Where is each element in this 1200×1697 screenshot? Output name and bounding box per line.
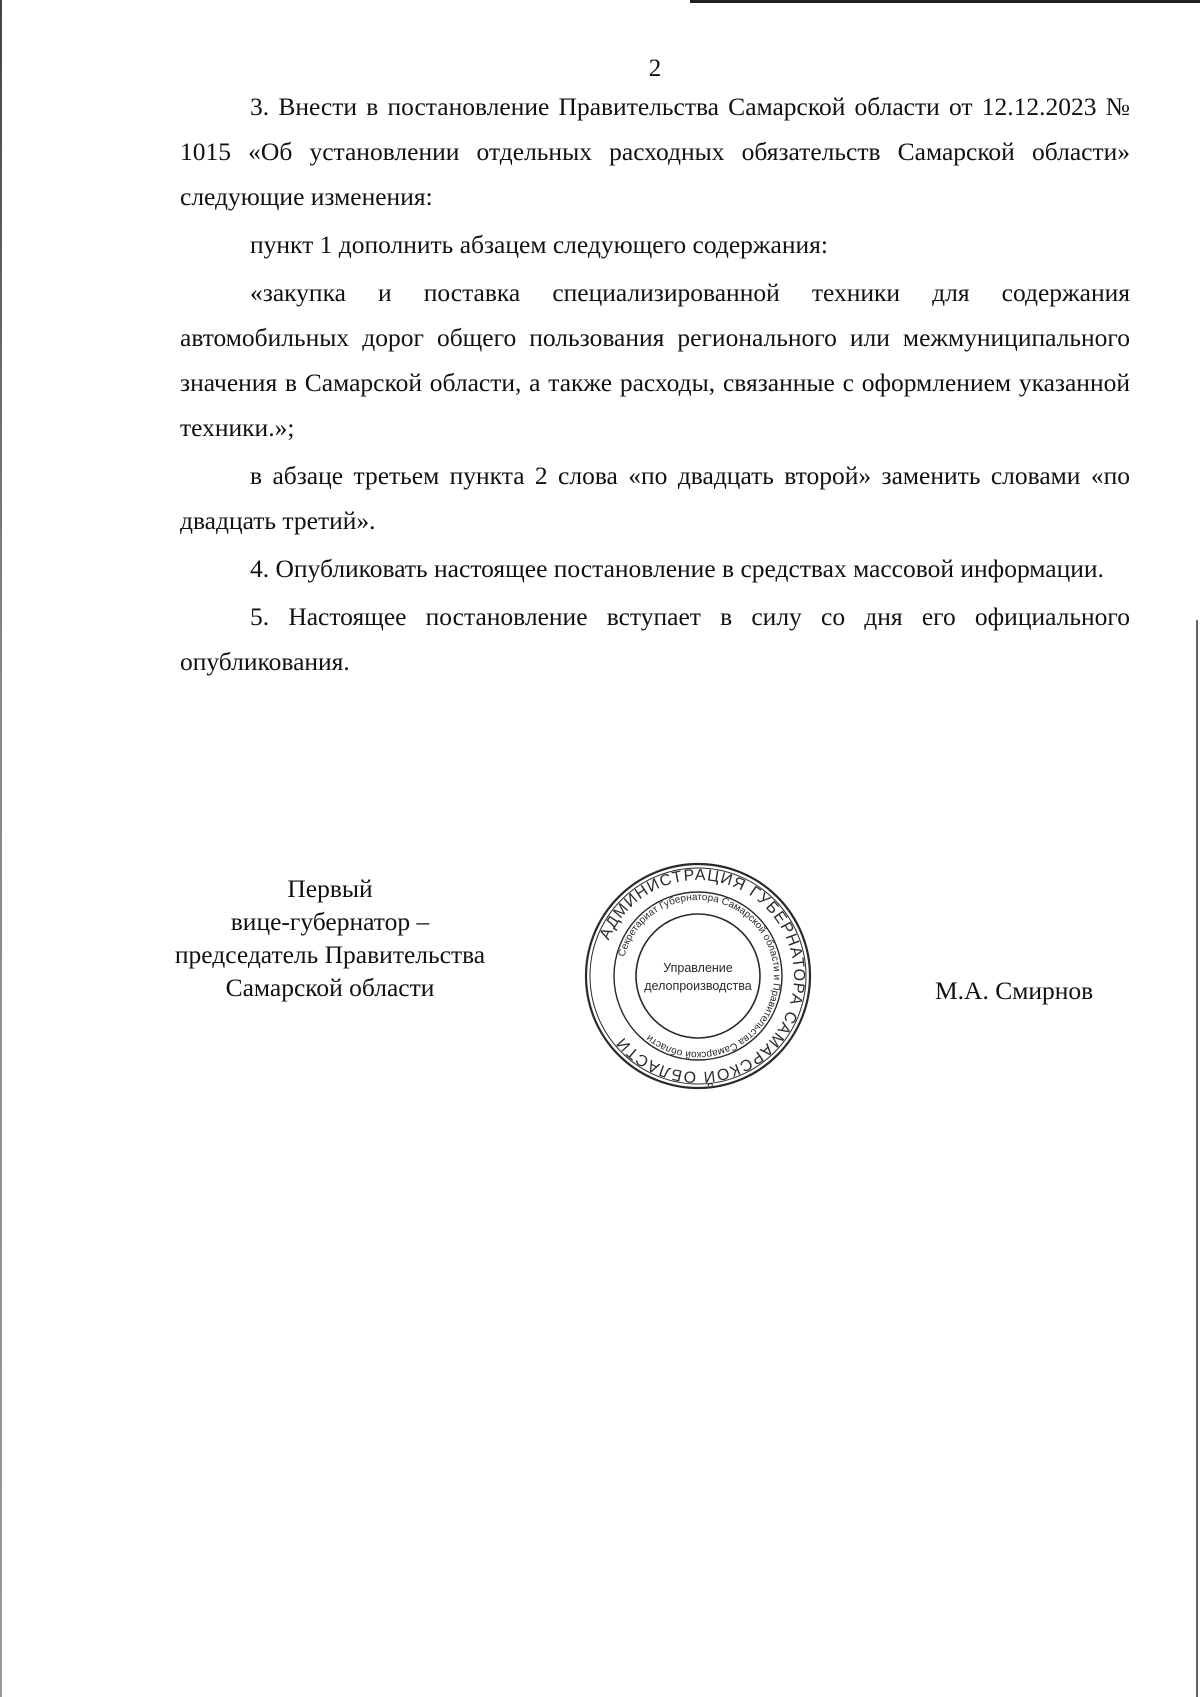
stamp-outer-text: АДМИНИСТРАЦИЯ ГУБЕРНАТОРА САМАРСКОЙ ОБЛАСТИ (596, 866, 808, 1086)
signatory-position-line: Самарской области (225, 973, 435, 1002)
paragraph-item-5: 5. Настоящее постановление вступает в силу со дня его официального опубликования. (180, 602, 1130, 676)
scan-edge-left (0, 0, 2, 1697)
scan-edge-top (690, 0, 1200, 3)
document-body (180, 84, 1130, 687)
paragraph-quoted-addition: «закупка и поставка специализированной техники для содержания автомобильных дорог общего пользования регионального или межмуниципального значения в Самарской области, а также расходы, связанные с оформлением указанной техники.»; (180, 278, 1130, 442)
signatory-position-line: вице-губернатор – (230, 907, 430, 936)
paragraph-amend-point-2: в абзаце третьем пункта 2 слова «по двадцать второй» заменить словами «по двадцать третий». (180, 461, 1130, 535)
paragraph-amend-point-1: пункт 1 дополнить абзацем следующего содержания: (250, 230, 828, 259)
official-stamp (580, 858, 816, 1094)
paragraph-item-3: 3. Внести в постановление Правительства Самарской области от 12.12.2023 № 1015 «Об установлении отдельных расходных обязательств Самарской области» следующие изменения: (180, 92, 1130, 211)
signatory-position-line: Первый (287, 874, 373, 903)
scan-edge-right (1196, 620, 1198, 1697)
signatory-position-line: председатель Правительства (174, 940, 486, 969)
stamp-inner-text: Секретариат Губернатора Самарской области и Правительства Самарской области (616, 891, 783, 1061)
svg-text:Секретариат Губернатора Самарс (617, 892, 782, 1060)
stamp-center-line-2: делопроизводства (644, 979, 752, 993)
signatory-name: М.А. Смирнов (935, 976, 1094, 1005)
paragraph-item-4: 4. Опубликовать настоящее постановление в средствах массовой информации. (250, 554, 1104, 583)
page-number: 2 (648, 55, 662, 82)
signatory-position (150, 872, 510, 1004)
stamp-center-line-1: Управление (663, 961, 733, 975)
stamp-seal-graphic (580, 858, 816, 1094)
